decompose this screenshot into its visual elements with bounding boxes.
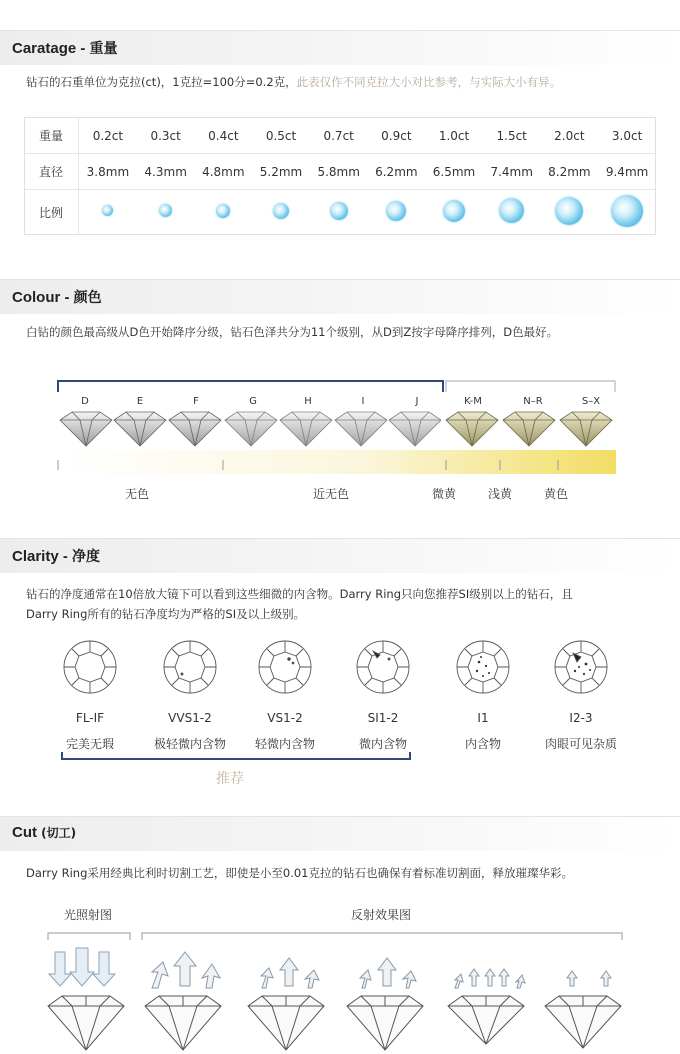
cut-description: Darry Ring采用经典比利时切割工艺，即使是小至0.01克拉的钻石也确保有着标准切割面，释放璀璨华彩。 [26,866,573,880]
group-label-near-colorless: 近无色 [313,487,350,501]
grade-label: H [304,396,312,407]
caratage-header [0,30,680,65]
clarity-name: 微内含物 [358,737,407,751]
clarity-code: VS1-2 [267,711,303,725]
row-label-diameter: 直径 [24,154,79,190]
diamond-icon [273,203,289,219]
clarity-description-line1: 钻石的净度通常在10倍放大镜下可以看到这些细微的内含物。Darry Ring只向您推荐SI级别以上的钻石，且 [26,587,573,601]
diamond-top-view-icon [64,641,116,693]
scale-cell [137,190,195,235]
clarity-code: I2-3 [569,711,593,725]
diamond-icon [330,202,348,220]
diamond-icon [446,412,612,446]
diameter-cell: 6.2mm [368,154,426,190]
diamond-top-view-icon [259,641,311,693]
diamond-icon [216,204,230,218]
diameter-cell: 7.4mm [483,154,541,190]
table-row [24,118,656,154]
diamond-top-view-icon [555,641,607,693]
scale-cell [425,190,483,235]
diameter-cell: 6.5mm [425,154,483,190]
scale-cell [79,190,137,235]
clarity-header [0,538,680,573]
caratage-title: Caratage - 重量 [12,40,118,57]
weight-cell: 0.9ct [368,118,426,154]
diamond-icon [60,412,221,446]
grade-label: I [361,396,365,407]
light-diagram-label: 光照射图 [64,908,113,922]
grade-label: G [249,396,257,407]
weight-cell: 0.5ct [252,118,310,154]
diamond-icon [159,204,172,217]
scale-cell [483,190,541,235]
carat-table [24,117,656,235]
clarity-name: 完美无瑕 [65,737,114,751]
clarity-code: SI1-2 [367,711,399,725]
diameter-cell: 5.8mm [310,154,368,190]
weight-cell: 0.3ct [137,118,195,154]
weight-cell: 0.2ct [79,118,137,154]
clarity-title: Clarity - 净度 [12,548,101,565]
scale-cell [598,190,656,235]
clarity-code: I1 [477,711,489,725]
tinted-bracket [446,381,615,392]
diameter-cell: 5.2mm [252,154,310,190]
weight-cell: 2.0ct [541,118,599,154]
colour-description: 白钻的颜色最高级从D色开始降序分级，钻石色泽共分为11个级别，从D到Z按字母降序排列，D色最好。 [26,325,559,339]
grade-label: F [193,396,199,407]
light-arrows-icon [49,948,115,986]
colour-diamonds [0,410,680,454]
diameter-cell: 8.2mm [541,154,599,190]
row-label-scale: 比例 [24,190,79,235]
grade-label: D [81,396,89,407]
diamond-icon [443,200,465,222]
diameter-cell: 4.3mm [137,154,195,190]
scale-cell [195,190,253,235]
clarity-name: 内含物 [464,737,501,751]
scale-cell [310,190,368,235]
group-label-light-yellow: 浅黄 [488,487,513,501]
diamond-icon [225,412,441,446]
cut-header [0,816,680,851]
diamond-icon [499,198,524,223]
scale-cell [252,190,310,235]
clarity-code: FL-IF [75,711,105,725]
reflection-diagram-label: 反射效果图 [351,908,412,922]
table-row [24,154,656,190]
diamond-top-view-icon [457,641,509,693]
weight-cell: 1.5ct [483,118,541,154]
grade-label: K-M [464,396,482,407]
clarity-description-line2: Darry Ring所有的钻石净度均为严格的SI及以上级别。 [26,607,306,621]
scale-cell [541,190,599,235]
diamond-top-view-icon [357,641,409,693]
diamond-icon [611,195,643,227]
colour-title: Colour - 颜色 [12,289,102,306]
clarity-name: 肉眼可见杂质 [544,737,617,751]
recommend-bracket [0,750,680,764]
clarity-name: 极轻微内含物 [153,737,226,751]
reflection-arrows-icon [152,952,611,988]
diameter-cell: 4.8mm [195,154,253,190]
clarity-code: VVS1-2 [168,711,212,725]
grade-label: S–X [581,396,601,407]
diamond-icon [555,197,583,225]
weight-cell: 3.0ct [598,118,656,154]
diamond-icon [386,201,406,221]
colourless-bracket [58,381,443,392]
group-label-colorless: 无色 [125,487,150,501]
clarity-name: 轻微内含物 [254,737,315,751]
scale-cell [368,190,426,235]
group-label-yellow: 黄色 [544,487,569,501]
diameter-cell: 3.8mm [79,154,137,190]
weight-cell: 0.4ct [195,118,253,154]
weight-cell: 0.7ct [310,118,368,154]
diamond-side-view-icon [48,996,621,1050]
weight-cell: 1.0ct [425,118,483,154]
row-label-weight: 重量 [24,118,79,154]
diameter-cell: 9.4mm [598,154,656,190]
caratage-description: 钻石的石重单位为克拉(ct)，1克拉=100分=0.2克，此表仅作不同克拉大小对比参考，与实际大小有异。 [26,75,562,89]
cut-title: Cut (切工) [12,824,77,841]
diamond-icon [102,205,113,216]
table-row [24,190,656,235]
clarity-diagrams [0,636,680,698]
grade-label: E [136,396,144,407]
diamond-top-view-icon [164,641,216,693]
cut-diagrams [0,922,680,1054]
group-label-faint-yellow: 微黄 [432,487,457,501]
grade-label: N–R [523,396,543,407]
grade-label: J [415,396,419,407]
recommend-label: 推荐 [216,771,244,787]
colour-header [0,279,680,314]
